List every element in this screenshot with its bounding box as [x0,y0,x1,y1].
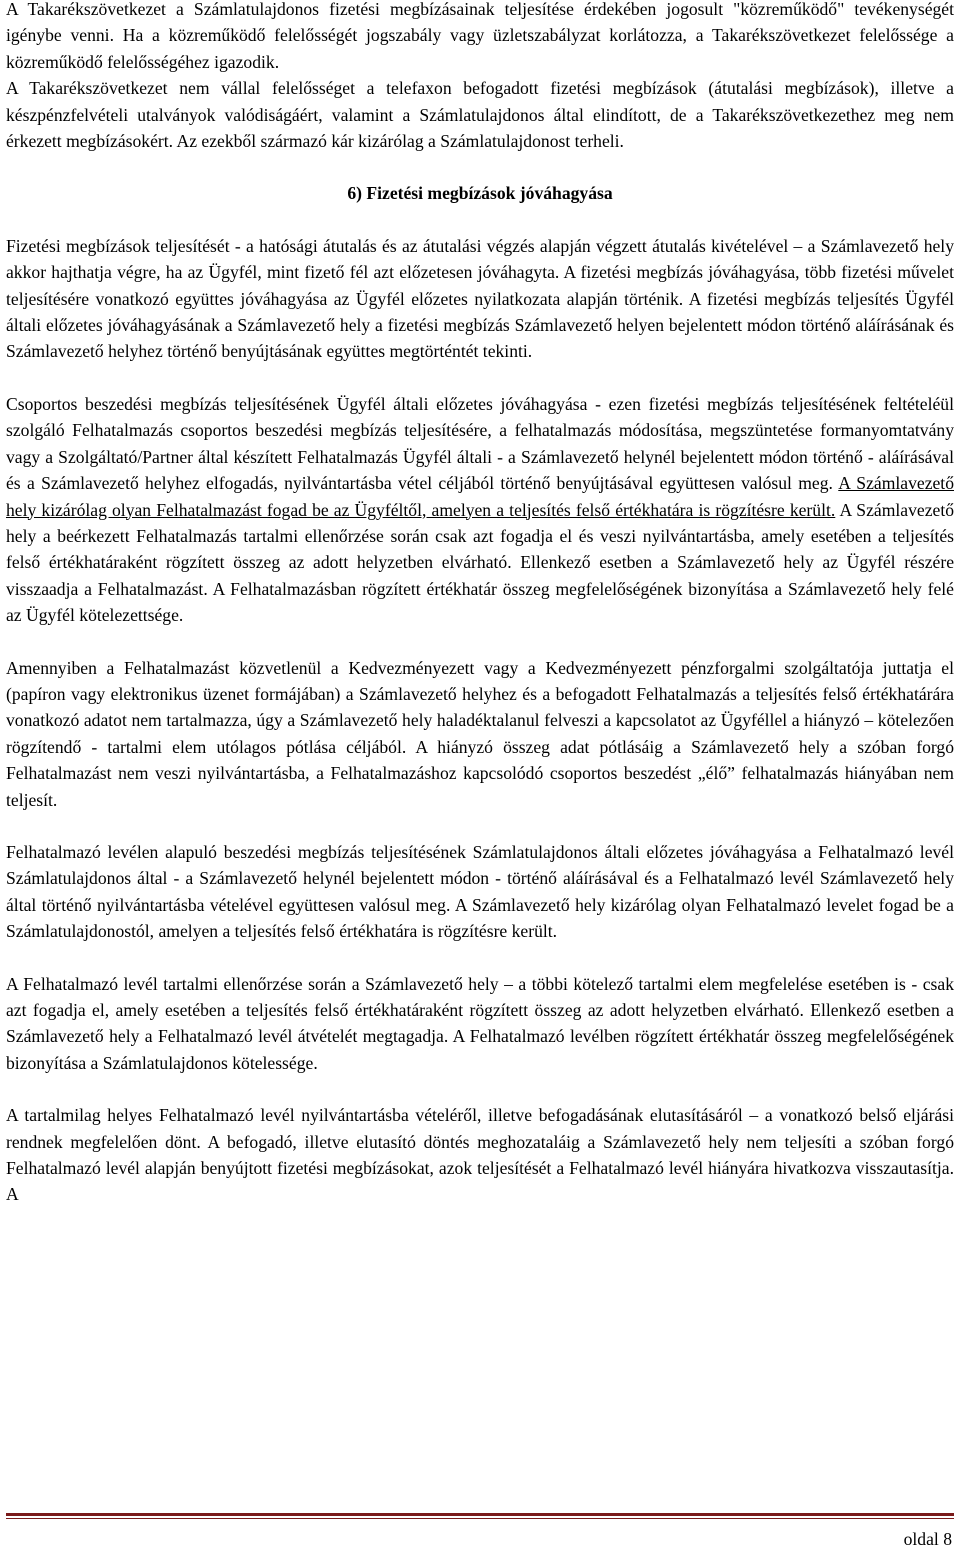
document-page [6,0,954,1234]
paragraph-authorization-letter: Felhatalmazó levélen alapuló beszedési megbízás teljesítésének Számlatulajdonos általi előzetes jóváhagyása a Felhatalmazó levél Számlatulajdonos által - a Számlavezető helynél bejelentett módon - történő aláírásával és a Felhatalmazó levél Számlavezető hely által történő nyilvántartásba vételével együttesen valósul meg. A Számlavezető hely kizárólag olyan Felhatalmazó levelet fogad be a Számlatulajdonostól, amelyen a teljesítés felső értékhatára is rögzítésre került. [6,841,954,942]
paragraph-letter-registration: A tartalmilag helyes Felhatalmazó levél nyilvántartásba vételéről, illetve befogadásának elutasításáról – a vonatkozó belső eljárási rendnek megfelelően dönt. A befogadó, illetve elutasító döntés meghozataláig a Számlavezető hely nem teljesíti a szóban forgó Felhatalmazó levél alapján benyújtott fizetési megbízásokat, azok teljesítését a Felhatalmazó levél hiányára hivatkozva visszautasítja. A [6,1105,954,1205]
paragraph-liability: A Takarékszövetkezet nem vállal felelősséget a telefaxon befogadott fizetési megbízások (átutalási megbízások), illetve a készpénzfelvételi utalványok valódiságáért, valamint a Számlatulajdonos által elindított, de a Takarékszövetkezethez meg nem érkezett megbízásokért. Az ezekből származó kár kizárólag a Számlatulajdonost terheli. [6,78,954,152]
paragraph-beneficiary-delivery: Amennyiben a Felhatalmazást közvetlenül a Kedvezményezett vagy a Kedvezményezett pénzforgalmi szolgáltatója juttatja el (papíron vagy elektronikus üzenet formájában) a Számlavezető helyhez és a befogadott Felhatalmazás a teljesítés felső értékhatárára vonatkozó adatot nem tartalmazza, úgy a Számlavezető hely haladéktalanul felveszi a kapcsolatot az Ügyféllel a hiányzó – kötelezően rögzítendő - tartalmi elem utólagos pótlása céljából. A hiányzó összeg adat pótlásáig a Számlavezető hely a szóban forgó Felhatalmazást nem veszi nyilvántartásba, a Felhatalmazáshoz kapcsolódó csoportos beszedést „élő” felhatalmazás hiányában nem teljesít. [6,657,954,810]
footer-rule-thin [6,1518,954,1519]
paragraph-letter-check: A Felhatalmazó levél tartalmi ellenőrzése során a Számlavezető hely – a többi kötelező tartalmi elem megfelelése esetében is - csak azt fogadja el, amely esetében a teljesítés felső értékhatáraként rögzített összeg az adott helyzetben elvárható. Ellenkező esetben a Számlavezető hely a Felhatalmazó levél átvételét megtagadja. A Felhatalmazó levélben rögzített értékhatár összeg megfelelőségének bizonyítása a Számlatulajdonos kötelessége. [6,973,954,1073]
paragraph-intermediary: A Takarékszövetkezet a Számlatulajdonos fizetési megbízásainak teljesítése érdekében jogosult "közreműködő" tevékenységét igénybe venni. Ha a közreműködő felelősségét jogszabály vagy üzletszabályzat korlátozza, a Takarékszövetkezet felelőssége a közreműködő felelősségéhez igazodik. [6,0,954,72]
footer-rule-thick [6,1513,954,1516]
paragraph-collective-collection [6,391,954,629]
section-heading: 6) Fizetési megbízások jóváhagyása [347,183,613,204]
page-number: oldal 8 [903,1529,952,1549]
paragraph-collective-collection-part2: A Számlavezető hely a beérkezett Felhatalmazás tartalmi ellenőrzése során csak azt fogadja el és veszi nyilvántartásba, amely esetében a teljesítés felső értékhatáraként rögzített összeg az adott helyzetben elvárható. Ellenkező esetben a Számlavezető hely az Ügyfél részére visszaadja a Felhatalmazást. A Felhatalmazásban rögzített értékhatár összeg megfelelőségének bizonyítása a Számlavezető hely felé az Ügyfél kötelezettsége. [6,499,955,626]
paragraph-approval: Fizetési megbízások teljesítését - a hatósági átutalás és az átutalási végzés alapján végzett átutalás kivételével – a Számlavezető hely akkor hajthatja végre, ha az Ügyfél, mint fizető fél azt előzetesen jóváhagyta. A fizetési megbízás jóváhagyása, több fizetési művelet teljesítésére vonatkozó együttes jóváhagyása az Ügyfél előzetes nyilatkozata alapján történik. A fizetési megbízás teljesítés Ügyfél általi előzetes jóváhagyásának a Számlavezető hely a fizetési megbízás Számlavezető helyen bejelentett módon történő aláírásának és Számlavezető helyhez történő benyújtásának együttes megtörténtét tekinti. [6,235,954,362]
paragraph-collective-collection-part1: Csoportos beszedési megbízás teljesítésének Ügyfél általi előzetes jóváhagyása - ezen fizetési megbízás teljesítésének feltételéül szolgáló Felhatalmazás csoportos beszedési megbízás teljesítésére, a felhatalmazás módosítása, megszüntetése formanyomtatvány vagy a Szolgáltató/Partner által készített Felhatalmazás Ügyfél általi - a Számlavezető helynél bejelentett módon történő - aláírásával és a Számlavezető helyhez elfogadás, nyilvántartásba vétel céljából történő benyújtásával együttesen valósul meg. [6,393,954,494]
paragraph-collective-collection-underlined: A Számlavezető hely kizárólag olyan Felhatalmazást fogad be az Ügyféltől, amelyen a teljesítés felső értékhatára is rögzítésre került. [6,473,954,520]
